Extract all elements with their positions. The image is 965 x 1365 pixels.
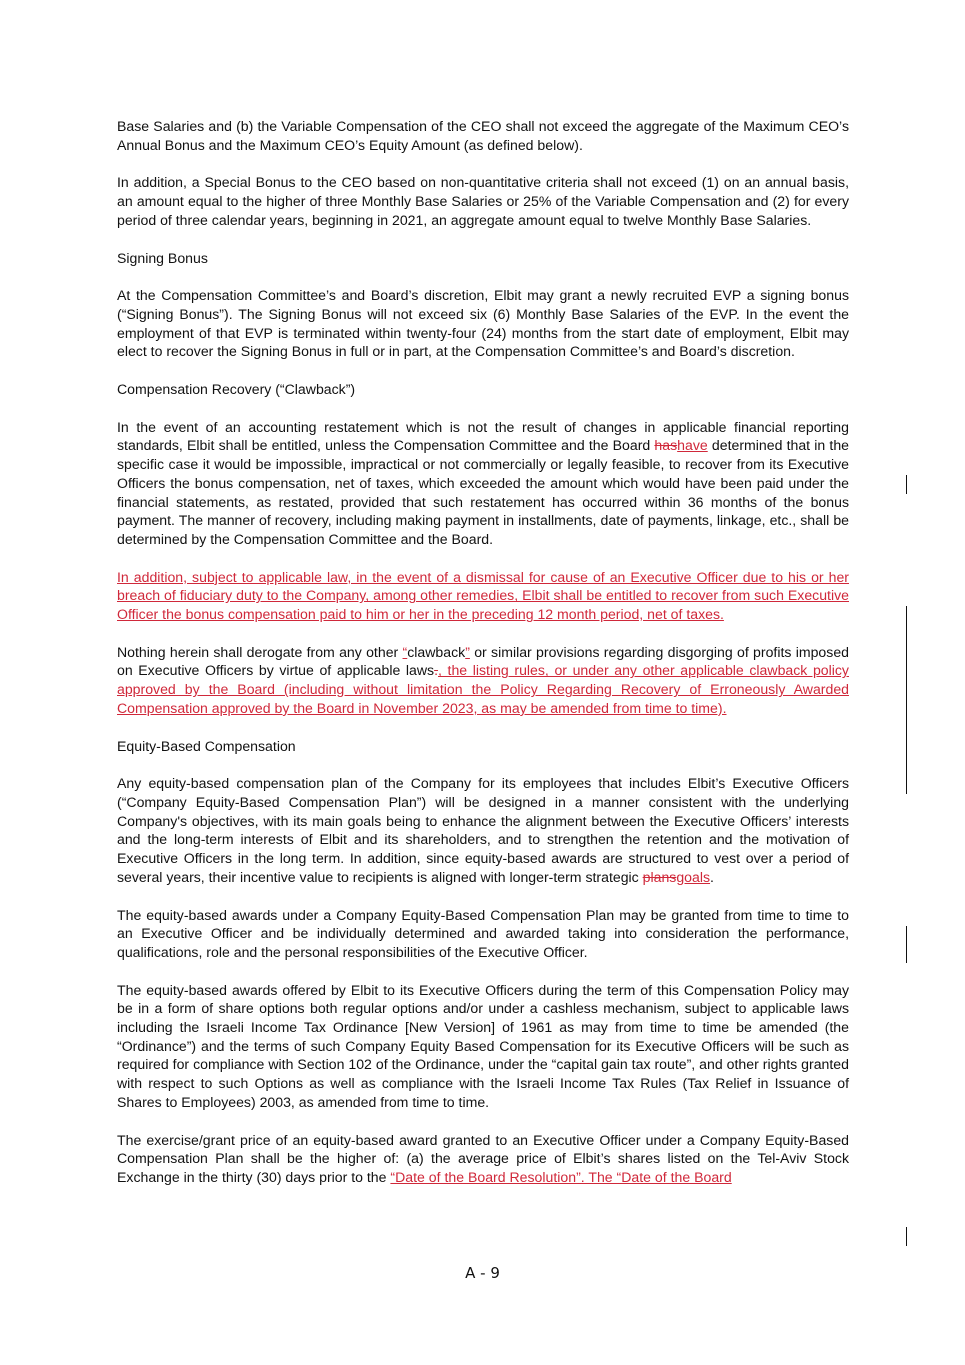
derogation-text-a: Nothing herein shall derogate from any other: [117, 643, 403, 660]
equity-text-b: .: [710, 868, 714, 885]
derogation-text-b: or similar provisions regarding disgorging of profits imposed on Executive Officers by virtue of applicable laws: [117, 643, 849, 679]
paragraph-share-options: The equity-based awards offered by Elbit to its Executive Officers during the term of this Compensation Policy may be in a form of share options both regular options and/or under a cashless mechanism, subject to applicable laws including the Israeli Income Tax Ordinance [New Version] of 1961 as may from time to time be amended (the “Ordinance”) and the terms of such Company Equity Based Compensation for its Executive Officers will be such as required for compliance with Section 102 of the Ordinance, under the “capital gain tax route”, and other rights granted with respect to such Options as well as compliance with the Israeli Income Tax Rules (Tax Relief in Issuance of Shares to Employees) 2003, as amended from time to time.: [117, 981, 849, 1110]
heading-equity-based: Equity-Based Compensation: [117, 737, 296, 754]
inserted-text: have: [677, 437, 708, 454]
paragraph-equity-awards: The equity-based awards under a Company Equity-Based Compensation Plan may be granted from time to time to an Executive Officer and be individually determined and awarded taking into consideration the performance, qualifications, role and the personal responsibilities of the Executive Officer.: [117, 906, 849, 960]
paragraph-restatement: [117, 418, 849, 549]
inserted-text: goals: [676, 868, 711, 885]
restatement-text-b: determined that in the specific case it would be impossible, impractical or not commercially or legally feasible, to recover from its Executive Officers the bonus compensation, net of taxes, which exceeded the amount which would have been paid under the financial statements, as restated, provided that such restatement has occurred within 36 months of the bonus payment. The manner of recovery, including making payment in installments, date of payments, linkage, etc., shall be determined by the Compensation Committee and the Board.: [117, 437, 849, 547]
heading-clawback: Compensation Recovery (“Clawback”): [117, 381, 356, 398]
paragraph-no-derogation: [117, 643, 849, 718]
paragraph-special-bonus: In addition, a Special Bonus to the CEO based on non-quantitative criteria shall not exceed (1) on an annual basis, an amount equal to the higher of three Monthly Base Salaries or 25% of the Variable Compensation and (2) for every period of three calendar years, beginning in 2021, an aggregate amount equal to twelve Monthly Base Salaries.: [117, 174, 849, 228]
change-bar: [906, 1227, 907, 1246]
inserted-text: “Date of the Board Resolution”. The “Date of the Board: [390, 1168, 732, 1185]
page-number: A - 9: [465, 1264, 500, 1282]
inserted-text: , the listing rules, or under any other applicable clawback policy approved by the Board (including without limitation the Policy Regarding Recovery of Erroneously Awarded Compensation approved by the Board in November 2023, as may be amended from time to time).: [117, 662, 849, 716]
change-bar: [906, 475, 907, 494]
paragraph-signing-bonus: At the Compensation Committee’s and Board’s discretion, Elbit may grant a newly recruited EVP a signing bonus (“Signing Bonus”). The Signing Bonus will not exceed six (6) Monthly Base Salaries of the EVP. In the event the employment of that EVP is terminated within twenty-four (24) months from the start date of employment, Elbit may elect to recover the Signing Bonus in full or in part, at the Compensation Committee’s and Board’s discretion.: [117, 287, 849, 360]
paragraph-equity-plan: [117, 774, 849, 886]
change-bar: [906, 606, 907, 794]
deleted-text: plans: [642, 868, 677, 885]
inserted-quote-open: “: [402, 643, 408, 660]
clawback-word: clawback: [407, 643, 466, 660]
inserted-quote-close: ”: [465, 643, 470, 660]
deleted-text: .: [434, 662, 439, 679]
document-page: [117, 117, 849, 1206]
paragraph-ceo-cap: Base Salaries and (b) the Variable Compensation of the CEO shall not exceed the aggregate of the Maximum CEO’s Annual Bonus and the Maximum CEO’s Equity Amount (as defined below).: [117, 118, 849, 153]
restatement-text-a: In the event of an accounting restatement which is not the result of changes in applicable financial reporting standards, Elbit shall be entitled, unless the Compensation Committee and the Board: [117, 418, 849, 454]
heading-signing-bonus: Signing Bonus: [117, 249, 208, 266]
inserted-text: In addition, subject to applicable law, in the event of a dismissal for cause of an Executive Officer due to his or her breach of fiduciary duty to the Company, among other remedies, Elbit shall be entitled to recover from such Executive Officer the bonus compensation paid to him or her in the preceding 12 month period, net of taxes.: [117, 568, 849, 623]
paragraph-exercise-price: [117, 1131, 849, 1187]
change-bar: [906, 926, 907, 963]
exercise-text: The exercise/grant price of an equity-based award granted to an Executive Officer under a Company Equity-Based Compensation Plan shall be the higher of: (a) the average price of Elbit’s shares listed on the Tel-Aviv Stock Exchange in the thirty (30) days prior to the: [117, 1131, 849, 1185]
paragraph-dismissal-recovery: [117, 568, 849, 624]
deleted-text: has: [654, 437, 678, 454]
equity-text-a: Any equity-based compensation plan of the Company for its employees that includes Elbit’s Executive Officers (“Company Equity-Based Compensation Plan”) will be designed in a manner consistent with the underlying Company's objectives, with its main goals being to enhance the alignment between the Executive Officers’ interests and the long-term interests of Elbit and its shareholders, and to strengthen the retention and the motivation of Executive Officers in the long term. In addition, since equity-based awards are structured to vest over a period of several years, their incentive value to recipients is aligned with longer-term strategic: [117, 775, 849, 885]
